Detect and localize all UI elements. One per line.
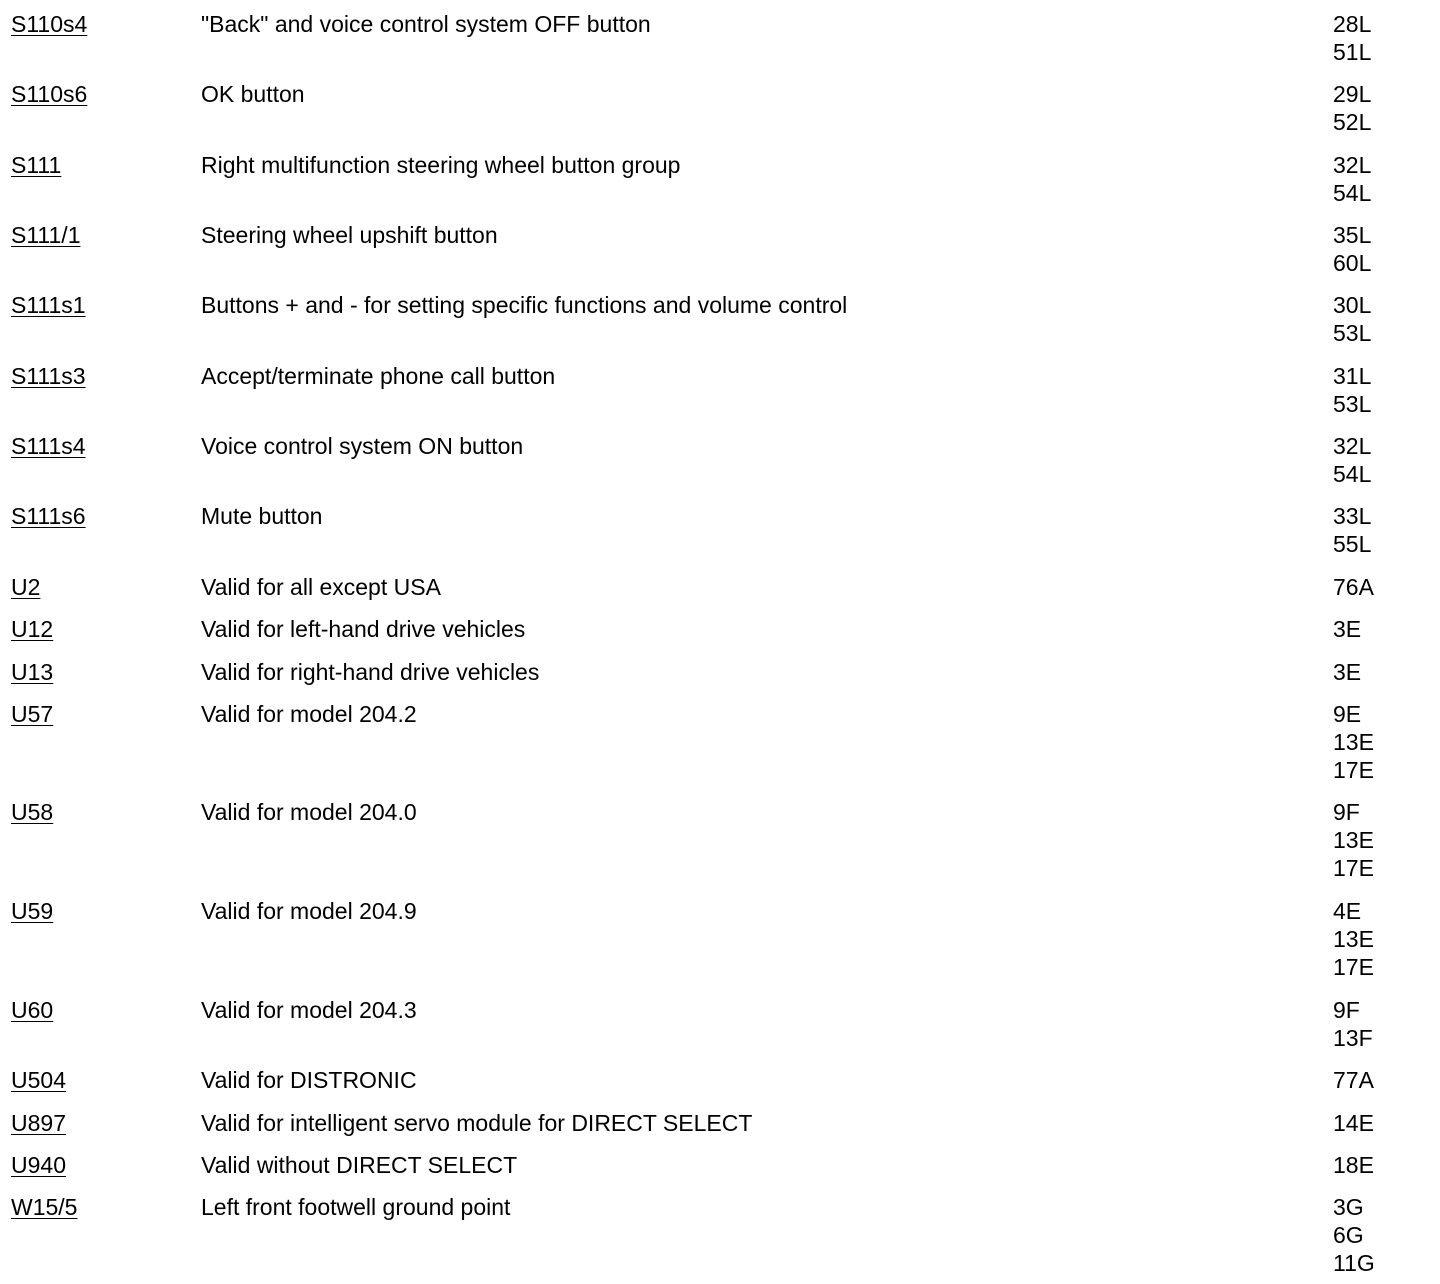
grid-reference[interactable]: 35L [1333,222,1372,248]
table-row [0,432,1429,488]
grid-reference[interactable]: 60L [1333,250,1372,276]
grid-reference-list [1333,996,1429,1052]
component-description: Valid for model 204.0 [201,799,417,825]
component-code-link[interactable]: U57 [11,701,54,727]
table-row [0,1151,1429,1179]
component-code-link[interactable]: S111s6 [11,503,86,529]
grid-reference[interactable]: 3E [1333,616,1362,642]
component-code-link[interactable]: U59 [11,898,54,924]
component-description: Valid for model 204.3 [201,997,417,1023]
table-row [0,700,1429,784]
grid-reference[interactable]: 9F [1333,997,1360,1023]
component-code-link[interactable]: U940 [11,1152,66,1178]
component-description: Valid for model 204.9 [201,898,417,924]
grid-reference-list [1333,151,1429,207]
component-code-link[interactable]: W15/5 [11,1194,78,1220]
component-description: Buttons + and - for setting specific functions and volume control [201,292,848,318]
grid-reference-list [1333,615,1429,643]
component-code-link[interactable]: S111/1 [11,222,81,248]
grid-reference[interactable]: 4E [1333,898,1362,924]
grid-reference-list [1333,1109,1429,1137]
grid-reference-list [1333,80,1429,136]
component-code-link[interactable]: U897 [11,1110,66,1136]
grid-reference-list [1333,432,1429,488]
grid-reference-list [1333,1066,1429,1094]
component-code-link[interactable]: S111s1 [11,292,86,318]
component-description: Valid for all except USA [201,574,441,600]
component-code-link[interactable]: S111s4 [11,433,86,459]
component-description: Valid for model 204.2 [201,701,417,727]
grid-reference[interactable]: 51L [1333,39,1372,65]
grid-reference-list [1333,897,1429,981]
grid-reference[interactable]: 53L [1333,391,1372,417]
table-row [0,798,1429,882]
grid-reference[interactable]: 9E [1333,701,1362,727]
table-row [0,996,1429,1052]
component-description: Valid for left-hand drive vehicles [201,616,526,642]
grid-reference[interactable]: 28L [1333,11,1372,37]
component-description: Mute button [201,503,323,529]
grid-reference-list [1333,798,1429,882]
grid-reference-list [1333,502,1429,558]
component-description: Accept/terminate phone call button [201,363,556,389]
table-row [0,10,1429,66]
table-row [0,897,1429,981]
component-code-link[interactable]: S111 [11,152,62,178]
table-row [0,658,1429,686]
component-code-link[interactable]: U60 [11,997,54,1023]
component-description: Valid without DIRECT SELECT [201,1152,518,1178]
component-description: OK button [201,81,305,107]
grid-reference[interactable]: 18E [1333,1152,1374,1178]
grid-reference[interactable]: 17E [1333,757,1374,783]
component-code-link[interactable]: U2 [11,574,41,600]
grid-reference-list [1333,658,1429,686]
grid-reference[interactable]: 77A [1333,1067,1374,1093]
grid-reference[interactable]: 6G [1333,1222,1364,1248]
grid-reference-list [1333,10,1429,66]
component-code-link[interactable]: U504 [11,1067,66,1093]
grid-reference[interactable]: 13E [1333,827,1374,853]
grid-reference[interactable]: 54L [1333,180,1372,206]
grid-reference[interactable]: 14E [1333,1110,1374,1136]
grid-reference[interactable]: 3G [1333,1194,1364,1220]
grid-reference[interactable]: 3E [1333,659,1362,685]
grid-reference[interactable]: 76A [1333,574,1374,600]
grid-reference[interactable]: 29L [1333,81,1372,107]
grid-reference[interactable]: 31L [1333,363,1372,389]
grid-reference[interactable]: 52L [1333,109,1372,135]
table-row [0,221,1429,277]
grid-reference[interactable]: 30L [1333,292,1372,318]
grid-reference[interactable]: 53L [1333,320,1372,346]
grid-reference[interactable]: 32L [1333,433,1372,459]
table-row [0,80,1429,136]
component-description: Steering wheel upshift button [201,222,498,248]
table-row [0,291,1429,347]
grid-reference[interactable]: 17E [1333,954,1374,980]
component-code-link[interactable]: U58 [11,799,54,825]
grid-reference-list [1333,362,1429,418]
grid-reference[interactable]: 33L [1333,503,1372,529]
table-row [0,1193,1429,1277]
grid-reference-list [1333,573,1429,601]
table-row [0,502,1429,558]
grid-reference[interactable]: 9F [1333,799,1360,825]
grid-reference[interactable]: 13F [1333,1025,1373,1051]
grid-reference[interactable]: 17E [1333,855,1374,881]
component-description: Left front footwell ground point [201,1194,511,1220]
grid-reference-list [1333,221,1429,277]
table-row [0,573,1429,601]
table-row [0,151,1429,207]
grid-reference-list [1333,1151,1429,1179]
component-description: Valid for DISTRONIC [201,1067,417,1093]
grid-reference[interactable]: 11G [1333,1250,1375,1276]
grid-reference[interactable]: 55L [1333,531,1372,557]
component-description: "Back" and voice control system OFF button [201,11,651,37]
grid-reference[interactable]: 13E [1333,926,1374,952]
grid-reference[interactable]: 13E [1333,729,1374,755]
component-description: Valid for intelligent servo module for DIRECT SELECT [201,1110,753,1136]
grid-reference-list [1333,1193,1429,1277]
component-code-link[interactable]: U12 [11,616,54,642]
component-code-link[interactable]: S111s3 [11,363,86,389]
grid-reference[interactable]: 32L [1333,152,1372,178]
component-description: Voice control system ON button [201,433,524,459]
table-row [0,1066,1429,1094]
component-code-link[interactable]: S110s4 [11,11,88,37]
grid-reference-list [1333,291,1429,347]
grid-reference[interactable]: 54L [1333,461,1372,487]
component-code-link[interactable]: U13 [11,659,54,685]
grid-reference-list [1333,700,1429,784]
component-code-link[interactable]: S110s6 [11,81,88,107]
table-row [0,1109,1429,1137]
table-row [0,362,1429,418]
table-row [0,615,1429,643]
component-description: Valid for right-hand drive vehicles [201,659,540,685]
component-description: Right multifunction steering wheel button group [201,152,681,178]
